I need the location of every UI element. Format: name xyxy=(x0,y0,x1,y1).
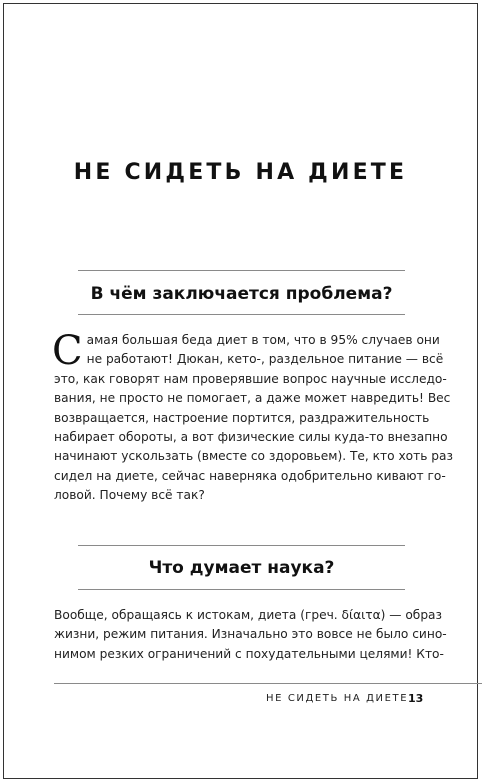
chapter-title: НЕ СИДЕТЬ НА ДИЕТЕ xyxy=(73,160,408,185)
paragraph-line: жизни, режим питания. Изначально это вовсе не было сино- xyxy=(54,627,447,642)
paragraph-line: амая большая беда диет в том, что в 95% случаев они xyxy=(86,333,440,347)
paragraph-line: не работают! Дюкан, кето-, раздельное питание — всё xyxy=(86,352,444,367)
section-2-heading: Что думает наука? xyxy=(148,558,335,578)
section-2-top-rule xyxy=(78,545,405,546)
paragraph-line: сидел на диете, сейчас наверняка одобрительно кивают го- xyxy=(54,468,446,483)
section-2-paragraph xyxy=(54,606,447,664)
paragraph-line: ловой. Почему всё так? xyxy=(54,488,205,503)
section-1-top-rule xyxy=(78,270,405,271)
paragraph-line: вания, не просто не помогает, а даже может навредить! Вес xyxy=(54,391,451,406)
paragraph-line: Вообще, обращаясь к истокам, диета (греч. δίαιτα) — образ xyxy=(54,608,443,622)
section-1-heading: В чём заключается проблема? xyxy=(90,284,393,304)
paragraph-line: это, как говорят нам проверявшие вопрос научные исследо- xyxy=(54,371,447,386)
book-page xyxy=(3,3,478,779)
paragraph-line: нимом резких ограничений с похудательными целями! Кто- xyxy=(54,646,444,661)
footer-rule xyxy=(54,683,482,684)
paragraph-line: возвращается, настроение портится, раздражительность xyxy=(54,410,430,425)
section-2-bottom-rule xyxy=(78,589,405,590)
drop-cap: С xyxy=(52,328,83,374)
paragraph-line: набирает обороты, а вот физические силы куда-то внезапно xyxy=(54,430,448,445)
running-head: НЕ СИДЕТЬ НА ДИЕТЕ xyxy=(266,693,409,704)
page-number: 13 xyxy=(408,692,424,705)
paragraph-line: начинают ускользать (вместе со здоровьем). Те, кто хоть раз xyxy=(54,449,453,464)
section-1-paragraph xyxy=(52,328,453,506)
section-1-bottom-rule xyxy=(78,314,405,315)
